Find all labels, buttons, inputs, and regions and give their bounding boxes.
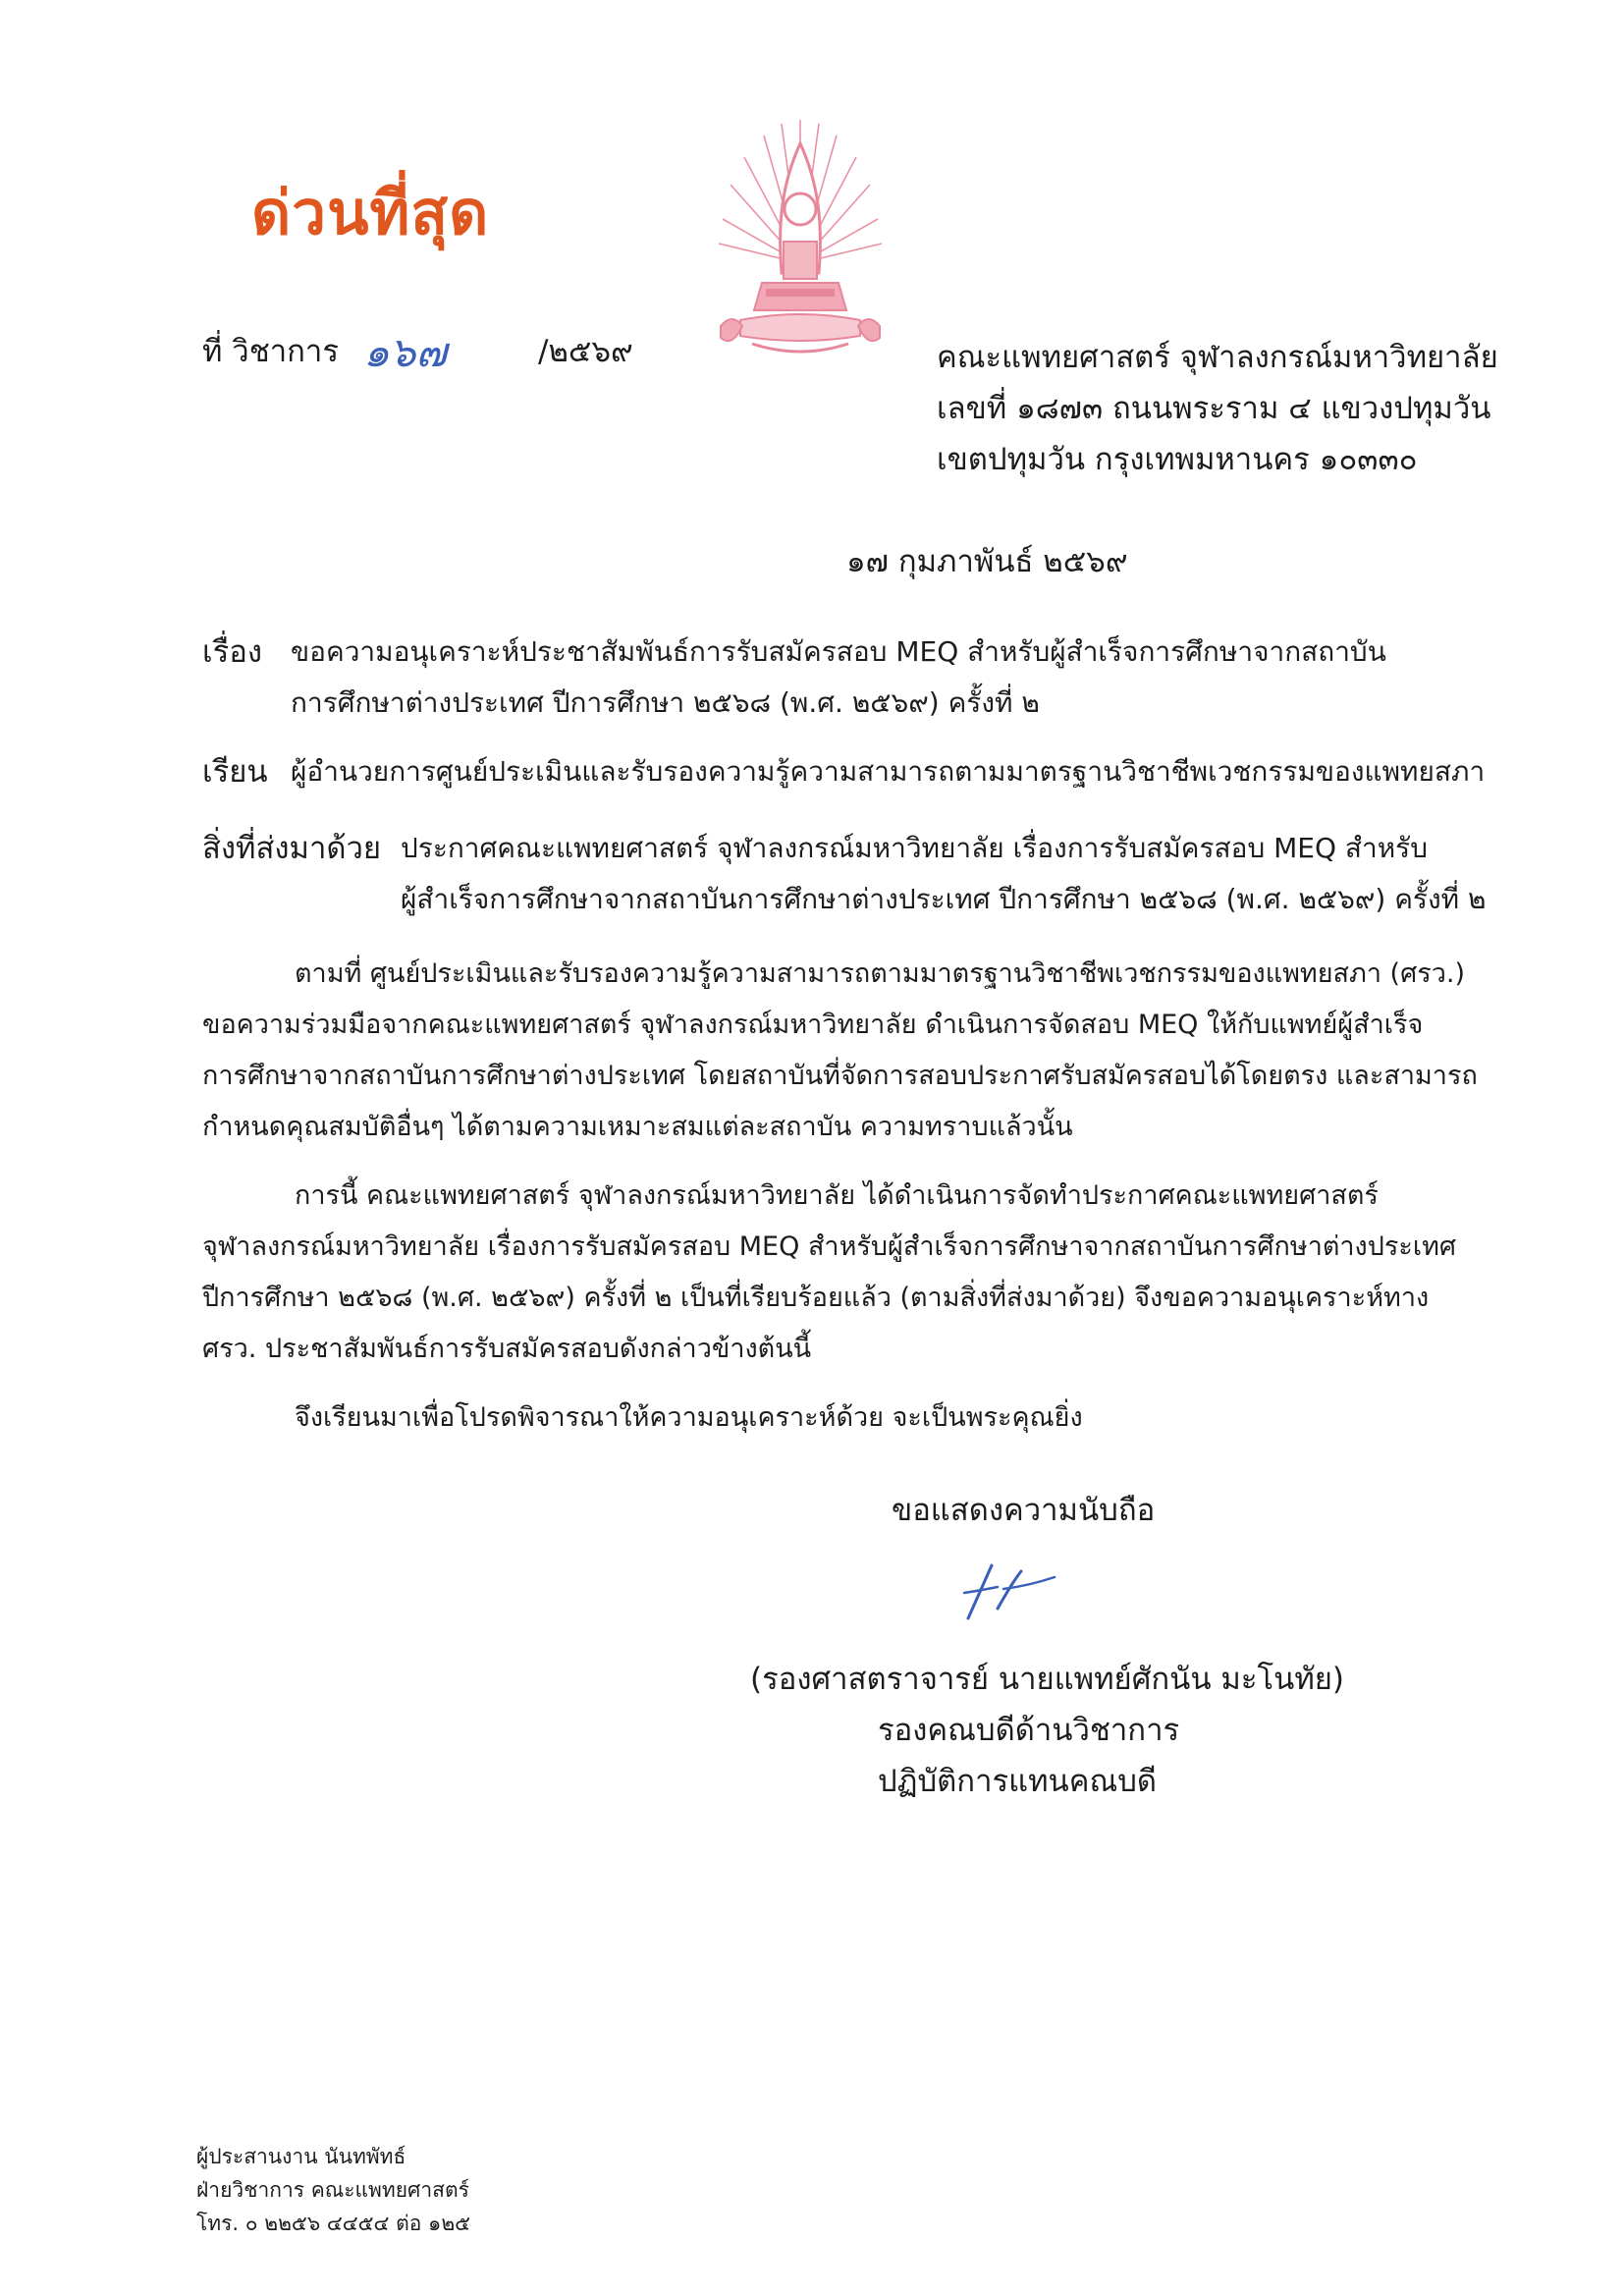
- ref-prefix: ที่ วิชาการ: [202, 334, 339, 369]
- paragraph-3-line-1: จึงเรียนมาเพื่อโปรดพิจารณาให้ความอนุเคราะห์ด้วย จะเป็นพระคุณยิ่ง: [295, 1402, 1083, 1433]
- paragraph-1-line-3: การศึกษาจากสถาบันการศึกษาต่างประเทศ โดยสถาบันที่จัดการสอบประกาศรับสมัครสอบได้โดยตรง และสามารถ: [202, 1061, 1478, 1091]
- enclosure-line-1: ประกาศคณะแพทยศาสตร์ จุฬาลงกรณ์มหาวิทยาลัย เรื่องการรับสมัครสอบ MEQ สำหรับ: [401, 832, 1428, 864]
- university-emblem-icon: [713, 116, 888, 369]
- signature-icon: [948, 1558, 1066, 1626]
- sender-address-line-1: คณะแพทยศาสตร์ จุฬาลงกรณ์มหาวิทยาลัย: [937, 340, 1498, 375]
- contact-phone: โทร. ๐ ๒๒๕๖ ๔๔๕๔ ต่อ ๑๒๕: [196, 2212, 471, 2235]
- enclosure-label: สิ่งที่ส่งมาด้วย: [202, 831, 382, 866]
- ref-year: /๒๕๖๙: [538, 334, 633, 369]
- contact-department: ฝ่ายวิชาการ คณะแพทยศาสตร์: [196, 2178, 469, 2202]
- paragraph-2-line-4: ศรว. ประชาสัมพันธ์การรับสมัครสอบดังกล่าวข้างต้นนี้: [202, 1334, 812, 1364]
- ref-number-handwritten: ๑๖๗: [363, 328, 447, 376]
- recipient-label: เรียน: [202, 754, 268, 790]
- paragraph-1-line-2: ขอความร่วมมือจากคณะแพทยศาสตร์ จุฬาลงกรณ์มหาวิทยาลัย ดำเนินการจัดสอบ MEQ ให้กับแพทย์ผู้สำเร็จ: [202, 1010, 1424, 1040]
- signatory-acting: ปฏิบัติการแทนคณบดี: [878, 1764, 1158, 1799]
- contact-coordinator: ผู้ประสานงาน นันทพัทธ์: [196, 2145, 406, 2168]
- signatory-name: (รองศาสตราจารย์ นายแพทย์ศักนัน มะโนทัย): [750, 1662, 1345, 1697]
- subject-line-1: ขอความอนุเคราะห์ประชาสัมพันธ์การรับสมัครสอบ MEQ สำหรับผู้สำเร็จการศึกษาจากสถาบัน: [291, 635, 1386, 668]
- paragraph-2-line-3: ปีการศึกษา ๒๕๖๘ (พ.ศ. ๒๕๖๙) ครั้งที่ ๒ เป็นที่เรียบร้อยแล้ว (ตามสิ่งที่ส่งมาด้วย) จึงขอความอนุเคราะห์ทาง: [202, 1283, 1430, 1313]
- urgency-heading: ด่วนที่สุด: [251, 177, 490, 248]
- paragraph-1-line-1: ตามที่ ศูนย์ประเมินและรับรองความรู้ความสามารถตามมาตรฐานวิชาชีพเวชกรรมของแพทยสภา (ศรว.): [295, 958, 1466, 989]
- signatory-position: รองคณบดีด้านวิชาการ: [878, 1713, 1180, 1748]
- letter-date: ๑๗ กุมภาพันธ์ ๒๕๖๙: [846, 544, 1128, 579]
- closing-text: ขอแสดงความนับถือ: [892, 1493, 1156, 1528]
- subject-label: เรื่อง: [202, 634, 263, 670]
- sender-address-line-3: เขตปทุมวัน กรุงเทพมหานคร ๑๐๓๓๐: [937, 442, 1418, 477]
- paragraph-2-line-1: การนี้ คณะแพทยศาสตร์ จุฬาลงกรณ์มหาวิทยาลัย ได้ดำเนินการจัดทำประกาศคณะแพทยศาสตร์: [295, 1180, 1379, 1211]
- recipient-text: ผู้อำนวยการศูนย์ประเมินและรับรองความรู้ความสามารถตามมาตรฐานวิชาชีพเวชกรรมของแพทยสภา: [291, 755, 1486, 788]
- enclosure-line-2: ผู้สำเร็จการศึกษาจากสถาบันการศึกษาต่างประเทศ ปีการศึกษา ๒๕๖๘ (พ.ศ. ๒๕๖๙) ครั้งที่ ๒: [401, 883, 1487, 915]
- paragraph-2-line-2: จุฬาลงกรณ์มหาวิทยาลัย เรื่องการรับสมัครสอบ MEQ สำหรับผู้สำเร็จการศึกษาจากสถาบันการศึกษาต่างประเทศ: [202, 1231, 1457, 1262]
- sender-address-line-2: เลขที่ ๑๘๗๓ ถนนพระราม ๔ แขวงปทุมวัน: [937, 391, 1491, 426]
- subject-line-2: การศึกษาต่างประเทศ ปีการศึกษา ๒๕๖๘ (พ.ศ. ๒๕๖๙) ครั้งที่ ๒: [291, 686, 1040, 719]
- paragraph-1-line-4: กำหนดคุณสมบัติอื่นๆ ได้ตามความเหมาะสมแต่ละสถาบัน ความทราบแล้วนั้น: [202, 1112, 1073, 1142]
